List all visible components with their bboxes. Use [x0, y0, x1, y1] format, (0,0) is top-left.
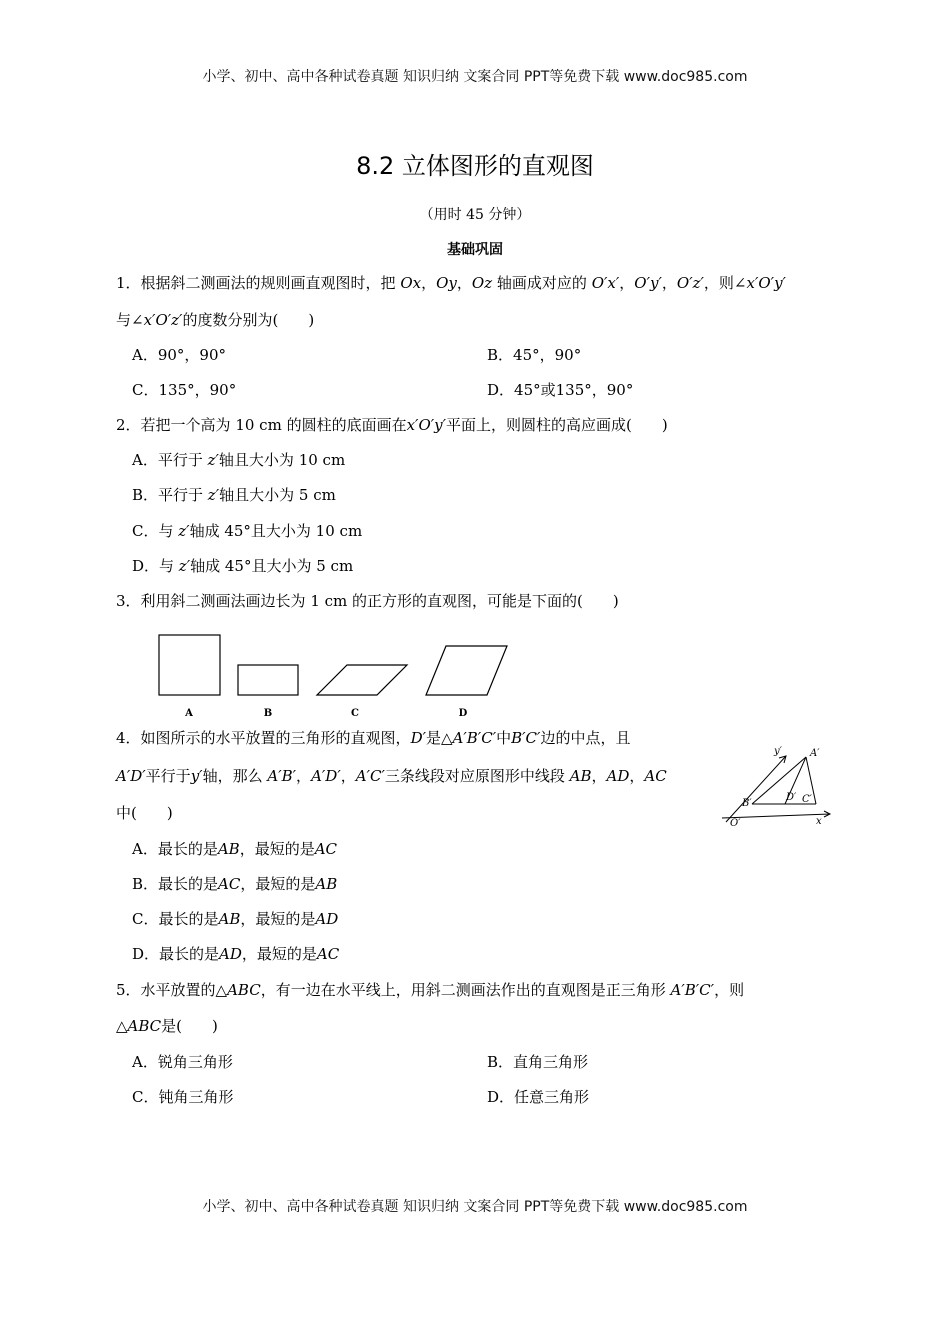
- q1-option-a: A．90°，90°: [132, 346, 227, 364]
- q5-line-2: △ABC是( ): [116, 1017, 218, 1035]
- section-heading: 基础巩固: [447, 242, 503, 258]
- q5-option-a: A．锐角三角形: [132, 1053, 233, 1071]
- q3-label-a: A: [185, 708, 193, 719]
- q5-line-1: 5．水平放置的△ABC，有一边在水平线上，用斜二测画法作出的直观图是正三角形 A′B′C′，则: [116, 981, 745, 999]
- q5-option-b: B．直角三角形: [487, 1053, 589, 1071]
- time-note: （用时 45 分钟）: [419, 207, 531, 223]
- q4-option-d: D．最长的是AD，最短的是AC: [132, 945, 340, 963]
- q1-option-d: D．45°或135°，90°: [487, 381, 634, 399]
- q3-figure-d-parallelogram: [426, 646, 507, 695]
- q1-option-b: B．45°，90°: [487, 346, 582, 364]
- q3-label-c: C: [351, 708, 359, 719]
- q4-line-3: 中( ): [116, 804, 173, 822]
- q2-stem: 2．若把一个高为 10 cm 的圆柱的底面画在x′O′y′平面上，则圆柱的高应画成( ): [116, 416, 668, 434]
- q4-line-1: 4．如图所示的水平放置的三角形的直观图，D′是△A′B′C′中B′C′边的中点，且: [116, 729, 631, 747]
- q4-option-c: C．最长的是AB，最短的是AD: [132, 910, 339, 928]
- q5-option-c: C．钝角三角形: [132, 1088, 234, 1106]
- label-a-prime: A′: [810, 748, 820, 759]
- q4-line-2: A′D′平行于y′轴，那么 A′B′，A′D′，A′C′三条线段对应原图形中线段 AB，AD，AC: [116, 767, 667, 785]
- q2-option-b: B．平行于 z′轴且大小为 5 cm: [132, 486, 336, 504]
- label-x: x: [816, 816, 822, 827]
- q2-option-d: D．与 z′轴成 45°且大小为 5 cm: [132, 557, 354, 575]
- q5-option-d: D．任意三角形: [487, 1088, 590, 1106]
- label-d-prime: D′: [786, 792, 797, 803]
- q1-line-1: 1．根据斜二测画法的规则画直观图时，把 Ox，Oy，Oz 轴画成对应的 O′x′，O′y′，O′z′，则∠x′O′y′: [116, 274, 786, 292]
- label-y-prime: y′: [774, 746, 782, 757]
- label-b-prime: B′: [742, 798, 752, 809]
- footer-banner: 小学、初中、高中各种试卷真题 知识归纳 文案合同 PPT等免费下载 www.doc985.com: [202, 1199, 748, 1215]
- q2-option-c: C．与 z′轴成 45°且大小为 10 cm: [132, 522, 363, 540]
- page-title: 8.2 立体图形的直观图: [356, 152, 594, 180]
- q3-figure-b-rectangle: [238, 665, 298, 695]
- q3-figure-a-square: [159, 635, 220, 695]
- q3-figures: [150, 628, 510, 720]
- q1-option-c: C．135°，90°: [132, 381, 237, 399]
- y-axis-line: [726, 756, 786, 822]
- q4-diagram: [718, 744, 838, 828]
- header-banner: 小学、初中、高中各种试卷真题 知识归纳 文案合同 PPT等免费下载 www.doc985.com: [202, 69, 748, 85]
- q4-option-a: A．最长的是AB，最短的是AC: [132, 840, 338, 858]
- label-c-prime: C′: [802, 794, 812, 805]
- q4-option-b: B．最长的是AC，最短的是AB: [132, 875, 338, 893]
- q3-label-d: D: [458, 708, 468, 719]
- label-o-prime: O′: [730, 818, 741, 828]
- q1-line-2: 与∠x′O′z′的度数分别为( ): [116, 311, 315, 329]
- q3-label-b: B: [263, 708, 273, 719]
- q2-option-a: A．平行于 z′轴且大小为 10 cm: [132, 451, 346, 469]
- q3-stem: 3．利用斜二测画法画边长为 1 cm 的正方形的直观图，可能是下面的( ): [116, 592, 619, 610]
- q3-figure-c-parallelogram: [317, 665, 407, 695]
